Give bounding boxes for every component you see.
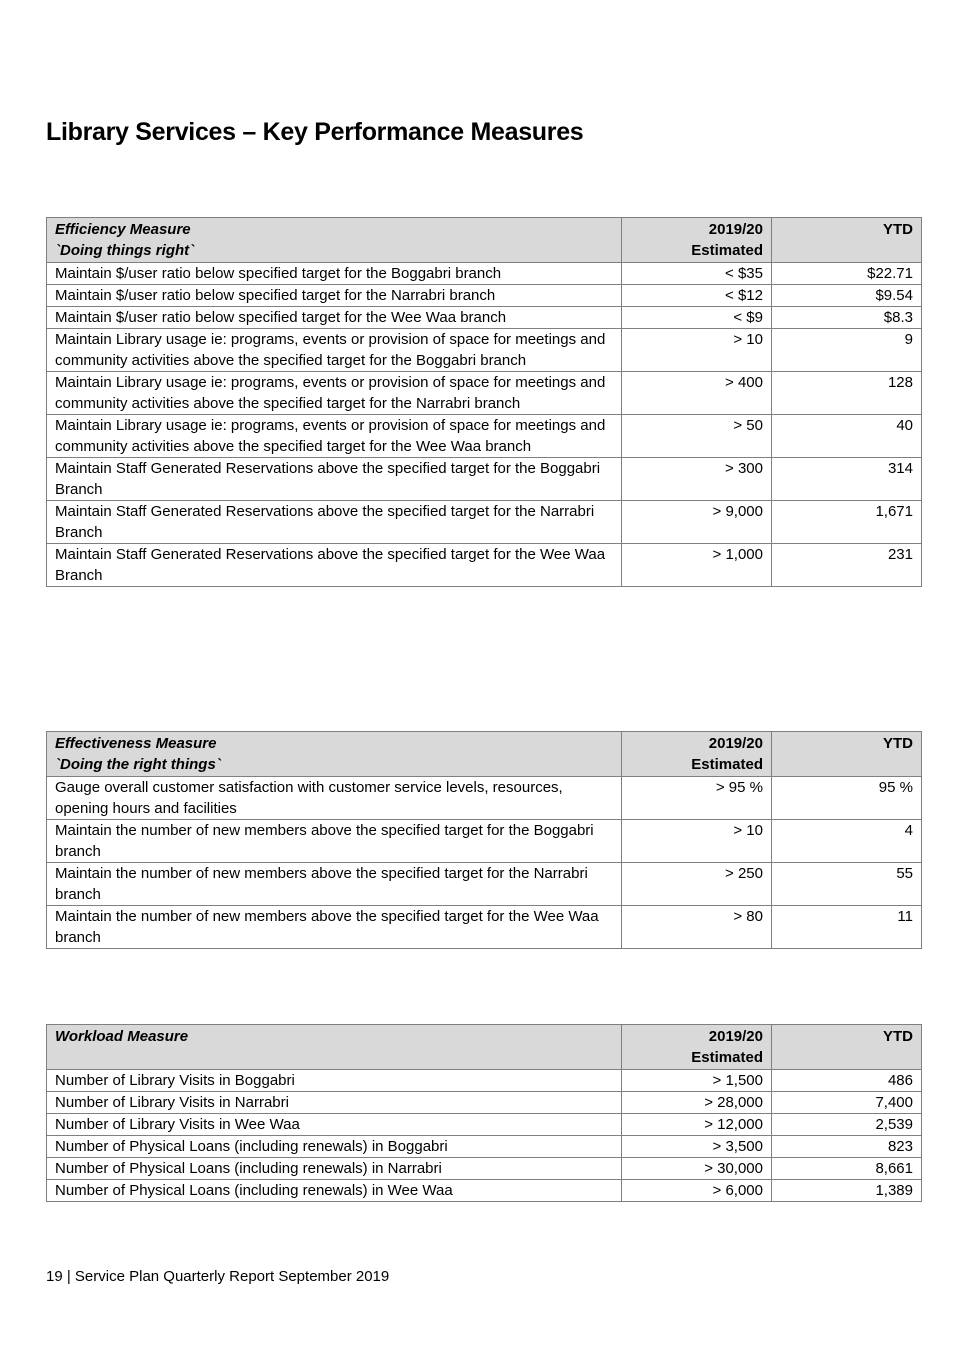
target-cell: > 80 xyxy=(622,906,772,949)
table-row xyxy=(47,777,922,820)
efficiency-header-estimated: Estimated xyxy=(691,242,763,259)
table-row xyxy=(47,415,922,458)
table-row xyxy=(47,263,922,285)
table-row xyxy=(47,1180,922,1202)
measure-cell: Number of Library Visits in Boggabri xyxy=(47,1070,622,1092)
ytd-cell: 486 xyxy=(772,1070,922,1092)
target-cell: > 95 % xyxy=(622,777,772,820)
target-cell: < $9 xyxy=(622,307,772,329)
measure-cell: Maintain Staff Generated Reservations above the specified target for the Wee Waa Branch xyxy=(47,544,622,587)
ytd-cell: 823 xyxy=(772,1136,922,1158)
measure-cell: Maintain Library usage ie: programs, events or provision of space for meetings and community activities above the specified target for the Wee Waa branch xyxy=(47,415,622,458)
target-cell: > 30,000 xyxy=(622,1158,772,1180)
table-row xyxy=(47,501,922,544)
ytd-cell: 4 xyxy=(772,820,922,863)
efficiency-table xyxy=(46,217,922,587)
target-cell: > 1,500 xyxy=(622,1070,772,1092)
efficiency-header-subtitle: `Doing things right` xyxy=(55,242,195,259)
target-cell: > 300 xyxy=(622,458,772,501)
effectiveness-header-estimated: Estimated xyxy=(691,756,763,773)
table-row xyxy=(47,458,922,501)
target-cell: > 3,500 xyxy=(622,1136,772,1158)
target-cell: > 10 xyxy=(622,820,772,863)
table-row xyxy=(47,820,922,863)
table-row xyxy=(47,1114,922,1136)
efficiency-header-target xyxy=(622,218,772,263)
ytd-cell: 9 xyxy=(772,329,922,372)
target-cell: < $35 xyxy=(622,263,772,285)
measure-cell: Number of Physical Loans (including renewals) in Wee Waa xyxy=(47,1180,622,1202)
workload-header-row xyxy=(47,1025,922,1070)
measure-cell: Maintain $/user ratio below specified target for the Boggabri branch xyxy=(47,263,622,285)
measure-cell: Maintain Library usage ie: programs, events or provision of space for meetings and community activities above the specified target for the Boggabri branch xyxy=(47,329,622,372)
ytd-cell: 1,671 xyxy=(772,501,922,544)
workload-header-target xyxy=(622,1025,772,1070)
target-cell: > 12,000 xyxy=(622,1114,772,1136)
measure-cell: Number of Physical Loans (including renewals) in Boggabri xyxy=(47,1136,622,1158)
ytd-cell: 95 % xyxy=(772,777,922,820)
target-cell: > 28,000 xyxy=(622,1092,772,1114)
efficiency-header-row xyxy=(47,218,922,263)
target-cell: > 9,000 xyxy=(622,501,772,544)
effectiveness-header-row xyxy=(47,732,922,777)
effectiveness-header-ytd: YTD xyxy=(772,732,922,777)
workload-header-year: 2019/20 xyxy=(708,1028,763,1045)
workload-header-measure: Workload Measure xyxy=(47,1025,622,1070)
ytd-cell: 231 xyxy=(772,544,922,587)
measure-cell: Maintain Library usage ie: programs, events or provision of space for meetings and community activities above the specified target for the Narrabri branch xyxy=(47,372,622,415)
efficiency-header-measure xyxy=(47,218,622,263)
measure-cell: Maintain $/user ratio below specified target for the Narrabri branch xyxy=(47,285,622,307)
workload-header-ytd: YTD xyxy=(772,1025,922,1070)
table-row xyxy=(47,372,922,415)
ytd-cell: $8.3 xyxy=(772,307,922,329)
effectiveness-header-measure xyxy=(47,732,622,777)
page-footer: 19 | Service Plan Quarterly Report September 2019 xyxy=(46,1268,390,1285)
ytd-cell: 55 xyxy=(772,863,922,906)
ytd-cell: 128 xyxy=(772,372,922,415)
table-row xyxy=(47,1070,922,1092)
effectiveness-table xyxy=(46,731,922,949)
table-row xyxy=(47,1158,922,1180)
ytd-cell: 8,661 xyxy=(772,1158,922,1180)
measure-cell: Maintain the number of new members above the specified target for the Narrabri branch xyxy=(47,863,622,906)
ytd-cell: 314 xyxy=(772,458,922,501)
ytd-cell: $9.54 xyxy=(772,285,922,307)
efficiency-header-ytd: YTD xyxy=(772,218,922,263)
table-row xyxy=(47,329,922,372)
ytd-cell: 11 xyxy=(772,906,922,949)
target-cell: > 10 xyxy=(622,329,772,372)
ytd-cell: $22.71 xyxy=(772,263,922,285)
measure-cell: Gauge overall customer satisfaction with customer service levels, resources, opening hours and facilities xyxy=(47,777,622,820)
table-row xyxy=(47,1136,922,1158)
effectiveness-header-title: Effectiveness Measure xyxy=(55,735,217,752)
ytd-cell: 7,400 xyxy=(772,1092,922,1114)
effectiveness-header-subtitle: `Doing the right things` xyxy=(55,756,221,773)
table-row xyxy=(47,863,922,906)
efficiency-header-title: Efficiency Measure xyxy=(55,221,191,238)
ytd-cell: 40 xyxy=(772,415,922,458)
measure-cell: Number of Library Visits in Narrabri xyxy=(47,1092,622,1114)
measure-cell: Maintain $/user ratio below specified target for the Wee Waa branch xyxy=(47,307,622,329)
workload-table xyxy=(46,1024,922,1202)
measure-cell: Maintain the number of new members above the specified target for the Boggabri branch xyxy=(47,820,622,863)
ytd-cell: 1,389 xyxy=(772,1180,922,1202)
target-cell: > 250 xyxy=(622,863,772,906)
table-row xyxy=(47,307,922,329)
workload-header-estimated: Estimated xyxy=(691,1049,763,1066)
target-cell: > 50 xyxy=(622,415,772,458)
efficiency-header-year: 2019/20 xyxy=(708,221,763,238)
target-cell: > 400 xyxy=(622,372,772,415)
table-row xyxy=(47,906,922,949)
ytd-cell: 2,539 xyxy=(772,1114,922,1136)
target-cell: < $12 xyxy=(622,285,772,307)
measure-cell: Maintain Staff Generated Reservations above the specified target for the Boggabri Branch xyxy=(47,458,622,501)
measure-cell: Maintain Staff Generated Reservations above the specified target for the Narrabri Branch xyxy=(47,501,622,544)
measure-cell: Number of Library Visits in Wee Waa xyxy=(47,1114,622,1136)
effectiveness-header-target xyxy=(622,732,772,777)
target-cell: > 6,000 xyxy=(622,1180,772,1202)
table-row xyxy=(47,285,922,307)
measure-cell: Maintain the number of new members above the specified target for the Wee Waa branch xyxy=(47,906,622,949)
effectiveness-header-year: 2019/20 xyxy=(708,735,763,752)
measure-cell: Number of Physical Loans (including renewals) in Narrabri xyxy=(47,1158,622,1180)
page-title: Library Services – Key Performance Measures xyxy=(46,118,584,146)
target-cell: > 1,000 xyxy=(622,544,772,587)
table-row xyxy=(47,544,922,587)
table-row xyxy=(47,1092,922,1114)
